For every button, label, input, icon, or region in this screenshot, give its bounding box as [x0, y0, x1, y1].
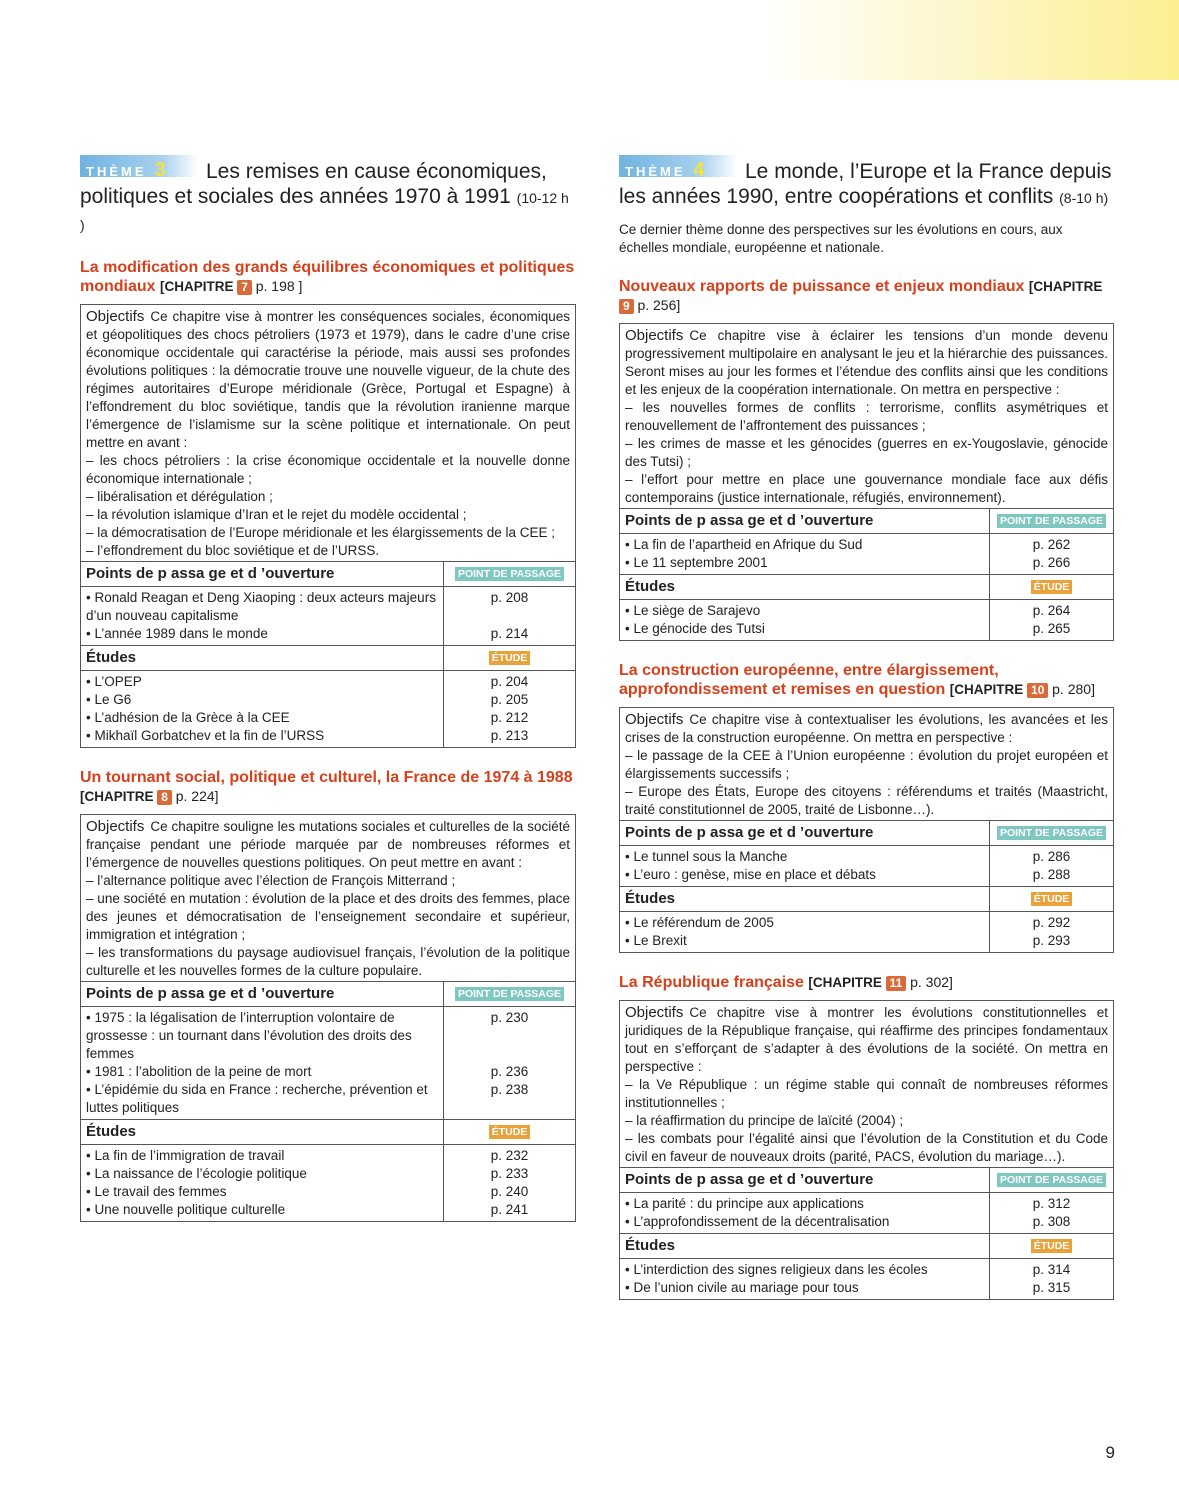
etudes-heading: Études: [81, 1120, 444, 1144]
points-de-passage-items: [620, 846, 990, 886]
etudes-list: [620, 912, 1113, 952]
etudes-tag: ÉTUDE: [1031, 580, 1073, 594]
chapter-number-badge: 8: [157, 790, 172, 805]
chapter-reference: [950, 682, 1095, 697]
objectifs-block: [620, 708, 1113, 821]
chapter-number-badge: 9: [619, 299, 634, 314]
chapter-box: [619, 707, 1114, 953]
objectif-text: – Europe des États, Europe des citoyens : référendums et traités (Maastricht, traité constitutionnel de 2005, traité de Lisbonne…).: [625, 784, 1108, 817]
chapter-reference: [80, 789, 219, 804]
points-de-passage-pages: [444, 1007, 575, 1119]
list-item-page: p. 240: [490, 1184, 529, 1199]
theme-heading: [619, 155, 1114, 211]
objectifs-block: [81, 815, 575, 982]
chapter-page: p. 280]: [1052, 681, 1095, 697]
objectifs-label: Objectifs: [86, 818, 145, 835]
etudes-tag-cell: [990, 1234, 1113, 1258]
list-item-page: p. 288: [1032, 867, 1071, 882]
points-de-passage-list: [81, 587, 575, 646]
theme-heading: [80, 155, 576, 238]
objectif-text: – la réaffirmation du principe de laïcité (2004) ;: [625, 1113, 904, 1128]
page-number: 9: [1105, 1443, 1115, 1462]
etudes-heading: Études: [620, 887, 990, 911]
objectif-line: [625, 711, 1108, 747]
chapter-reference: [160, 279, 302, 294]
objectif-text: – les chocs pétroliers : la crise économique occidentale et la nouvelle donne économique internationale ;: [86, 453, 570, 486]
objectif-line: [625, 399, 1108, 435]
list-item-page: p. 236: [490, 1064, 529, 1079]
objectif-line: [86, 308, 570, 452]
points-de-passage-heading: Points de p assa ge et d ’ouverture: [81, 562, 444, 586]
list-item-page: p. 232: [490, 1148, 529, 1163]
objectifs-label: Objectifs: [86, 308, 145, 325]
points-de-passage-heading: Points de p assa ge et d ’ouverture: [620, 1168, 990, 1192]
chapter-box: [619, 1000, 1114, 1300]
list-item-page: p. 312: [1032, 1196, 1071, 1211]
list-item: • L’épidémie du sida en France : recherche, prévention et luttes politiques: [86, 1082, 428, 1115]
list-item-page: p. 314: [1032, 1262, 1071, 1277]
objectif-line: [625, 1130, 1108, 1166]
theme-duration: (10-12 h ): [80, 190, 569, 233]
points-de-passage-tag: POINT DE PASSAGE: [455, 567, 564, 581]
theme-4-column: [619, 155, 1114, 1300]
objectif-text: – les transformations du paysage audiovisuel français, l’évolution de la politique culturelle et les nouvelles formes de la culture populaire.: [86, 945, 570, 978]
list-item: • La fin de l’immigration de travail: [86, 1148, 285, 1163]
points-de-passage-items: [81, 1007, 444, 1119]
objectif-line: [625, 327, 1108, 399]
objectif-line: [86, 944, 570, 980]
list-item-page: p. 205: [490, 692, 529, 707]
theme-number: 3: [154, 159, 166, 181]
objectif-text: Ce chapitre vise à montrer les évolutions constitutionnelles et juridiques de la République française, qui réaffirme des principes fondamentaux tout en s’efforçant de s’adapter à des évolutions de la société. On mettra en perspective :: [625, 1005, 1108, 1074]
objectif-line: [86, 488, 570, 506]
chapter-title-text: La construction européenne, entre élargissement, approfondissement et remises en question: [619, 662, 999, 698]
list-item-page: p. 230: [490, 1010, 529, 1025]
objectif-text: – l’alternance politique avec l’élection de François Mitterrand ;: [86, 873, 456, 888]
points-de-passage-list: [620, 534, 1113, 575]
objectif-text: – les combats pour l’égalité ainsi que l’évolution de la Constitution et du Code civil en faveur de nouveaux droits (parité, PACS, évolution du mariage…).: [625, 1131, 1108, 1164]
objectif-text: – la Ve République : un régime stable qui connaît de nombreuses réformes institutionnelles ;: [625, 1077, 1108, 1110]
points-de-passage-heading: Points de p assa ge et d ’ouverture: [620, 509, 990, 533]
etudes-items: [81, 671, 444, 747]
chapter-title: [619, 973, 1114, 992]
objectif-text: – l’effort pour mettre en place une gouvernance mondiale face aux défis contemporains (justice internationale, réfugiés, environnement).: [625, 472, 1108, 505]
chapter-reference: [808, 975, 953, 990]
list-item: • L’euro : genèse, mise en place et débats: [625, 867, 876, 882]
list-item: • 1975 : la légalisation de l’interruption volontaire de grossesse : un tournant dans l’évolution des droits des femmes: [86, 1010, 412, 1061]
list-item: • Le tunnel sous la Manche: [625, 849, 788, 864]
objectifs-label: Objectifs: [625, 711, 684, 728]
chapter-page: p. 224]: [175, 788, 219, 804]
objectifs-label: Objectifs: [625, 327, 684, 344]
objectif-text: – l’effondrement du bloc soviétique et de l’URSS.: [86, 543, 380, 558]
list-item-page: p. 212: [490, 710, 529, 725]
list-item: • Le travail des femmes: [86, 1184, 227, 1199]
chapter-number-badge: 10: [1027, 683, 1048, 698]
objectifs-label: Objectifs: [625, 1004, 684, 1021]
etudes-list: [81, 671, 575, 747]
chapter-label: [CHAPITRE: [949, 682, 1024, 697]
chapter-title: [619, 277, 1114, 315]
objectif-text: – une société en mutation : évolution de la place et des droits des femmes, place des jeunes et démocratisation de l’enseignement secondaire et supérieur, immigration et intégration ;: [86, 891, 570, 942]
list-item-page: p. 293: [1032, 933, 1071, 948]
etudes-heading: Études: [620, 1234, 990, 1258]
objectif-text: Ce chapitre souligne les mutations sociales et culturelles de la société française pendant une période marquée par de nombreuses réformes et l’émergence de nouvelles questions politiques. On peut mettre en avant :: [86, 819, 570, 870]
points-de-passage-items: [620, 1193, 990, 1233]
chapter-box: [619, 323, 1114, 641]
etudes-tag-cell: [444, 1120, 575, 1144]
objectif-line: [625, 435, 1108, 471]
list-item-page: p. 264: [1032, 603, 1071, 618]
list-item-page: p. 265: [1032, 621, 1071, 636]
objectif-line: [625, 1004, 1108, 1076]
objectif-text: – libéralisation et dérégulation ;: [86, 489, 273, 504]
points-de-passage-list: [81, 1007, 575, 1120]
list-item-page: p. 213: [490, 728, 529, 743]
theme-tag-label: THÈME: [86, 164, 147, 179]
etudes-items: [620, 600, 990, 640]
points-de-passage-tag: POINT DE PASSAGE: [455, 987, 564, 1001]
list-item: • 1981 : l’abolition de la peine de mort: [86, 1064, 312, 1079]
list-item-page: p. 262: [1032, 537, 1071, 552]
points-de-passage-tag-cell: [444, 982, 575, 1006]
chapter-number-badge: 7: [237, 280, 252, 295]
points-de-passage-items: [81, 587, 444, 645]
chapter-label: [CHAPITRE: [1028, 279, 1103, 294]
chapter-page: p. 198 ]: [255, 278, 303, 294]
list-item-page: p. 241: [490, 1202, 529, 1217]
chapter-box: [80, 304, 576, 748]
list-item-page: p. 315: [1032, 1280, 1071, 1295]
objectifs-block: [81, 305, 575, 562]
chapter-title-text: Nouveaux rapports de puissance et enjeux mondiaux: [619, 278, 1025, 295]
points-de-passage-pages: [990, 1193, 1113, 1233]
etudes-pages: [444, 1145, 575, 1221]
list-item-page: p. 204: [490, 674, 529, 689]
etudes-list: [620, 1259, 1113, 1299]
list-item: • L’année 1989 dans le monde: [86, 626, 268, 641]
points-de-passage-list: [620, 846, 1113, 887]
list-item: • Mikhaïl Gorbatchev et la fin de l’URSS: [86, 728, 325, 743]
etudes-items: [620, 1259, 990, 1299]
points-de-passage-heading: Points de p assa ge et d ’ouverture: [81, 982, 444, 1006]
list-item: • De l’union civile au mariage pour tous: [625, 1280, 859, 1295]
points-de-passage-tag-cell: [990, 1168, 1113, 1192]
etudes-list: [81, 1145, 575, 1221]
list-item-page: p. 214: [490, 626, 529, 641]
points-de-passage-heading: Points de p assa ge et d ’ouverture: [620, 821, 990, 845]
objectif-text: – le passage de la CEE à l’Union européenne : évolution du projet européen et élargissements successifs ;: [625, 748, 1108, 781]
chapter-title: [80, 768, 576, 806]
objectif-line: [625, 1112, 1108, 1130]
objectif-text: – les crimes de masse et les génocides (guerres en ex-Yougoslavie, génocide des Tutsi) ;: [625, 436, 1108, 469]
list-item-page: p. 292: [1032, 915, 1071, 930]
list-item: • La fin de l’apartheid en Afrique du Sud: [625, 537, 863, 552]
objectif-text: – la révolution islamique d’Iran et le rejet du modèle occidental ;: [86, 507, 467, 522]
objectif-line: [86, 872, 570, 890]
list-item: • Le siège de Sarajevo: [625, 603, 761, 618]
points-de-passage-tag: POINT DE PASSAGE: [997, 826, 1106, 840]
etudes-header: [81, 646, 575, 671]
theme-number: 4: [693, 159, 705, 181]
theme-tag: [80, 155, 198, 181]
etudes-tag: ÉTUDE: [1031, 892, 1073, 906]
objectif-text: Ce chapitre vise à contextualiser les évolutions, les avancées et les crises de la construction européenne. On mettra en perspective :: [625, 712, 1108, 745]
theme-intro: Ce dernier thème donne des perspectives sur les évolutions en cours, aux échelles mondiale, européenne et nationale.: [619, 222, 1063, 255]
points-de-passage-tag: POINT DE PASSAGE: [997, 1173, 1106, 1187]
points-de-passage-tag-cell: [990, 821, 1113, 845]
list-item: • Le référendum de 2005: [625, 915, 774, 930]
points-de-passage-header: [81, 562, 575, 587]
etudes-items: [81, 1145, 444, 1221]
points-de-passage-tag-cell: [444, 562, 575, 586]
etudes-heading: Études: [81, 646, 444, 670]
list-item-page: p. 286: [1032, 849, 1071, 864]
etudes-header: [81, 1120, 575, 1145]
etudes-items: [620, 912, 990, 952]
list-item: • L’OPEP: [86, 674, 142, 689]
decorative-band: [759, 0, 1179, 80]
list-item: • La parité : du principe aux applications: [625, 1196, 864, 1211]
points-de-passage-tag-cell: [990, 509, 1113, 533]
chapter-page: p. 256]: [637, 297, 681, 313]
theme-duration: (8-10 h): [1059, 190, 1109, 206]
objectif-text: Ce chapitre vise à montrer les conséquences sociales, économiques et géopolitiques des chocs pétroliers (1973 et 1979), dans le cadre d’une crise économique occidentale qui caractérise la période, mais aussi ses profondes évolutions politiques : la démocratie trouve une nouvelle vigueur, de la chute des régimes autoritaires d’Europe méridionale (Grèce, Portugal et Espagne) à l’effondrement du bloc soviétique, tandis que la révolution iranienne marque l’émergence de l’islamisme sur la scène politique et internationale. On peut mettre en avant :: [86, 309, 570, 450]
list-item-page: p. 233: [490, 1166, 529, 1181]
list-item: • L’approfondissement de la décentralisation: [625, 1214, 890, 1229]
points-de-passage-pages: [444, 587, 575, 645]
etudes-tag: ÉTUDE: [489, 651, 531, 665]
objectif-line: [625, 471, 1108, 507]
chapter-box: [80, 814, 576, 1222]
etudes-tag-cell: [444, 646, 575, 670]
chapter-label: [CHAPITRE: [80, 789, 154, 804]
list-item: • Le 11 septembre 2001: [625, 555, 768, 570]
list-item-page: p. 266: [1032, 555, 1071, 570]
theme-3-column: [80, 155, 576, 1222]
etudes-pages: [990, 1259, 1113, 1299]
chapter-label: [CHAPITRE: [808, 975, 882, 990]
list-item: • La naissance de l’écologie politique: [86, 1166, 307, 1181]
points-de-passage-list: [620, 1193, 1113, 1234]
chapter-title-text: Un tournant social, politique et culturel, la France de 1974 à 1988: [80, 769, 573, 786]
points-de-passage-header: [620, 509, 1113, 534]
chapter-number-badge: 11: [886, 976, 907, 991]
etudes-pages: [990, 600, 1113, 640]
objectif-text: – la démocratisation de l’Europe méridionale et les élargissements de la CEE ;: [86, 525, 555, 540]
list-item-page: p. 308: [1032, 1214, 1071, 1229]
etudes-header: [620, 887, 1113, 912]
chapter-title: [619, 661, 1114, 699]
chapter-title-text: La modification des grands équilibres économiques et politiques mondiaux: [80, 259, 575, 295]
objectif-text: Ce chapitre vise à éclairer les tensions d’un monde devenu progressivement multipolaire en analysant le jeu et la hiérarchie des puissances. Seront mises au jour les formes et l’étendue des conflits ainsi que les conditions et les enjeux de la coopération internationale. On mettra en perspective :: [625, 328, 1108, 397]
points-de-passage-header: [620, 1168, 1113, 1193]
chapter-title-text: La République française: [619, 974, 804, 991]
list-item: • Ronald Reagan et Deng Xiaoping : deux acteurs majeurs d’un nouveau capitalisme: [86, 590, 436, 623]
points-de-passage-items: [620, 534, 990, 574]
etudes-header: [620, 575, 1113, 600]
objectif-line: [86, 524, 570, 542]
list-item: • L’interdiction des signes religieux dans les écoles: [625, 1262, 928, 1277]
objectifs-block: [620, 324, 1113, 509]
etudes-tag-cell: [990, 575, 1113, 599]
theme-tag: [619, 155, 737, 181]
chapter-label: [CHAPITRE: [160, 279, 234, 294]
list-item-page: p. 238: [490, 1082, 529, 1097]
etudes-pages: [444, 671, 575, 747]
etudes-header: [620, 1234, 1113, 1259]
objectif-line: [86, 890, 570, 944]
etudes-tag-cell: [990, 887, 1113, 911]
etudes-tag: ÉTUDE: [489, 1125, 531, 1139]
chapter-page: p. 302]: [910, 974, 953, 990]
objectif-line: [86, 818, 570, 872]
theme-title: Le monde, l’Europe et la France depuis les années 1990, entre coopérations et conflits: [619, 160, 1112, 208]
points-de-passage-header: [620, 821, 1113, 846]
objectif-line: [86, 542, 570, 560]
objectif-line: [86, 452, 570, 488]
list-item: • Le G6: [86, 692, 132, 707]
list-item: • Une nouvelle politique culturelle: [86, 1202, 286, 1217]
objectif-line: [625, 1076, 1108, 1112]
etudes-pages: [990, 912, 1113, 952]
points-de-passage-pages: [990, 534, 1113, 574]
points-de-passage-tag: POINT DE PASSAGE: [997, 514, 1106, 528]
objectifs-block: [620, 1001, 1113, 1168]
objectif-line: [86, 506, 570, 524]
objectif-line: [625, 747, 1108, 783]
chapter-title: [80, 258, 576, 296]
objectif-text: – les nouvelles formes de conflits : terrorisme, conflits asymétriques et renouvellement de l’affrontement des puissances ;: [625, 400, 1108, 433]
theme-tag-label: THÈME: [625, 164, 686, 179]
etudes-heading: Études: [620, 575, 990, 599]
points-de-passage-pages: [990, 846, 1113, 886]
objectif-line: [625, 783, 1108, 819]
etudes-tag: ÉTUDE: [1031, 1239, 1073, 1253]
points-de-passage-header: [81, 982, 575, 1007]
list-item: • Le Brexit: [625, 933, 687, 948]
list-item-page: p. 208: [490, 590, 529, 605]
list-item: • L’adhésion de la Grèce à la CEE: [86, 710, 290, 725]
etudes-list: [620, 600, 1113, 640]
theme-title: Les remises en cause économiques, politiques et sociales des années 1970 à 1991: [80, 160, 547, 208]
list-item: • Le génocide des Tutsi: [625, 621, 765, 636]
